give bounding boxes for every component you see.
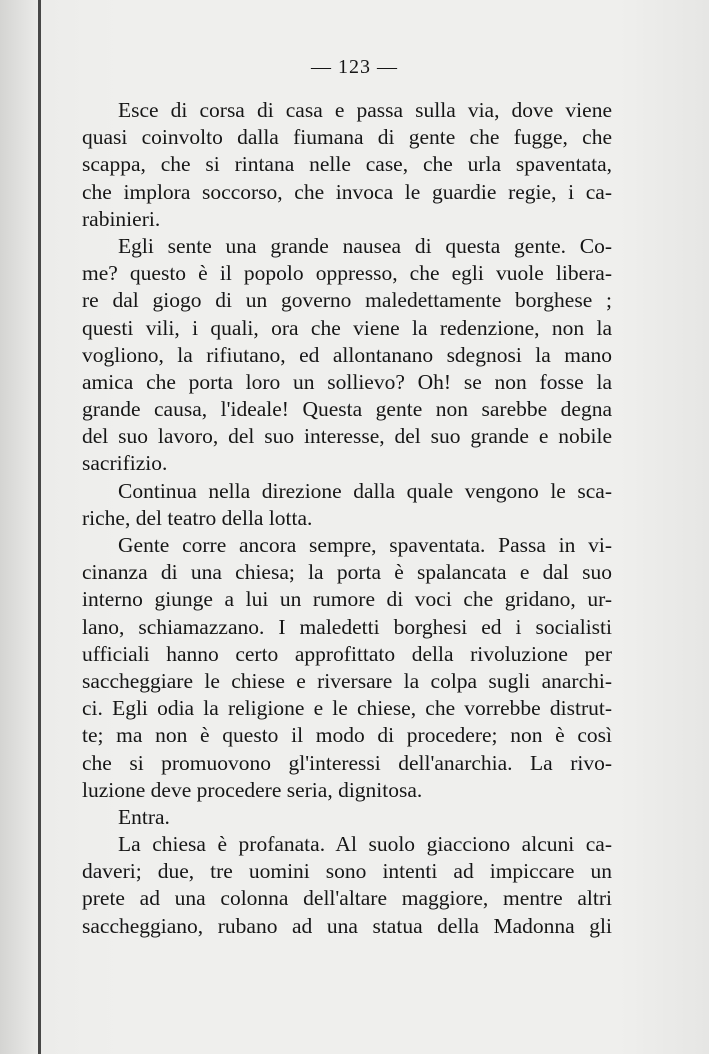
- text-line: che implora soccorso, che invoca le guardie regie, i ca-: [82, 179, 612, 204]
- text-line: riche, del teatro della lotta.: [82, 505, 313, 530]
- text-line: rabinieri.: [82, 206, 161, 231]
- text-line: te; ma non è questo il modo di procedere; non è così: [82, 723, 612, 748]
- text-line: cinanza di una chiesa; la porta è spalancata e dal suo: [82, 560, 612, 585]
- text-line: Continua nella direzione dalla quale vengono le sca-: [118, 478, 612, 503]
- text-line: scappa, che si rintana nelle case, che urla spaventata,: [82, 152, 612, 177]
- text-line: Egli sente una grande nausea di questa gente. Co-: [118, 233, 612, 258]
- text-line: Gente corre ancora sempre, spaventata. Passa in vi-: [118, 533, 612, 557]
- body-text: [82, 97, 612, 940]
- text-line: Esce di corsa di casa e passa sulla via, dove viene: [118, 98, 612, 122]
- text-line: quasi coinvolto dalla fiumana di gente che fugge, che: [82, 125, 612, 150]
- text-line: prete ad una colonna dell'altare maggiore, mentre altri: [82, 886, 612, 911]
- text-line: daveri; due, tre uomini sono intenti ad impiccare un: [82, 859, 612, 884]
- text-line: vogliono, la rifiutano, ed allontanano sdegnosi la mano: [82, 342, 612, 367]
- text-line: lano, schiamazzano. I maledetti borghesi ed i socialisti: [82, 614, 612, 639]
- text-line: questi vili, i quali, ora che viene la redenzione, non la: [82, 315, 612, 340]
- text-line: me? questo è il popolo oppresso, che egli vuole libera-: [82, 261, 612, 286]
- page-number: — 123 —: [311, 56, 398, 78]
- text-line: interno giunge a lui un rumore di voci che gridano, ur-: [82, 587, 612, 612]
- text-line: La chiesa è profanata. Al suolo giacciono alcuni ca-: [118, 832, 612, 857]
- text-line: amica che porta loro un sollievo? Oh! se non fosse la: [82, 369, 612, 394]
- text-line: luzione deve procedere seria, dignitosa.: [82, 777, 423, 802]
- text-line: sacrifizio.: [82, 451, 168, 476]
- text-line: re dal giogo di un governo maledettamente borghese ;: [82, 288, 612, 313]
- text-line: saccheggiare le chiese e riversare la colpa sugli anarchi-: [82, 668, 612, 693]
- text-line: saccheggiano, rubano ad una statua della Madonna gli: [82, 913, 612, 938]
- text-line: Entra.: [118, 804, 170, 829]
- binding-edge: [38, 0, 41, 1054]
- text-line: ci. Egli odia la religione e le chiese, che vorrebbe distrut-: [82, 696, 612, 721]
- text-line: che si promuovono gl'interessi dell'anarchia. La rivo-: [82, 750, 612, 775]
- text-line: grande causa, l'ideale! Questa gente non sarebbe degna: [82, 397, 612, 422]
- text-line: del suo lavoro, del suo interesse, del suo grande e nobile: [82, 424, 612, 449]
- text-line: ufficiali hanno certo approfittato della rivoluzione per: [82, 641, 612, 666]
